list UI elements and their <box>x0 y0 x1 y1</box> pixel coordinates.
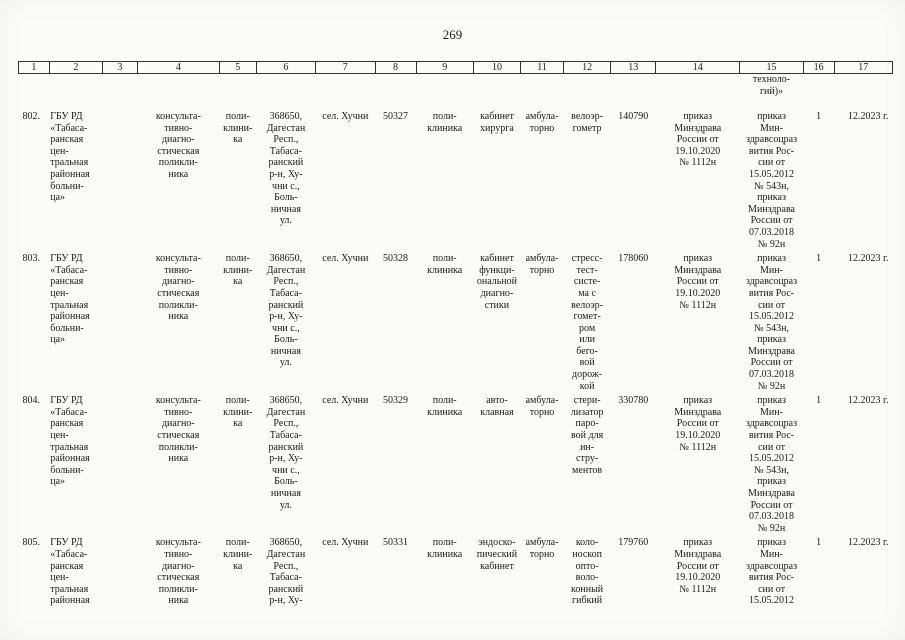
address: 368650, Дагестан Респ., Табаса- ранский р-н, Ху- чни с., Боль- ничная ул. <box>266 111 306 227</box>
deadline: 12.2023 г. <box>848 395 889 407</box>
department: поли- клиника <box>427 537 463 560</box>
legal-basis: приказ Мин- здравсоцраз вития Рос- сии от 15.05.2012 <box>745 537 798 607</box>
column-number: 3 <box>103 62 138 74</box>
column-number: 14 <box>656 62 740 74</box>
row-number: 803. <box>22 253 40 265</box>
column-number: 11 <box>521 62 564 74</box>
locality: сел. Хучни <box>322 537 369 549</box>
cell-col3 <box>103 250 138 392</box>
column-number-row <box>19 62 893 74</box>
legal-basis: приказ Мин- здравсоцраз вития Рос- сии от 15.05.2012 № 543н, приказ Минздрава России от 07.03.2018 № 92н <box>745 395 798 534</box>
room: кабинет хирурга <box>480 111 514 134</box>
locality: сел. Хучни <box>322 111 369 122</box>
legal-basis: приказ Мин- здравсоцраз вития Рос- сии от 15.05.2012 № 543н, приказ Минздрава России от 07.03.2018 № 92н <box>745 111 798 250</box>
table-row <box>19 250 893 392</box>
row-number: 804. <box>22 395 40 407</box>
organization: ГБУ РД «Табаса- ранская цен- тральная районная больни- ца» <box>50 111 90 204</box>
order-reference: приказ Минздрава России от 19.10.2020 № 1112н <box>674 253 722 311</box>
code: 50328 <box>383 253 408 265</box>
column-number: 6 <box>256 62 315 74</box>
care-mode: амбула- торно <box>525 537 559 560</box>
equipment-code: 179760 <box>618 537 649 549</box>
cell-col3 <box>103 392 138 534</box>
table-row <box>19 108 893 250</box>
row-number: 802. <box>22 111 40 122</box>
room: авто- клавная <box>480 395 514 418</box>
column-number: 5 <box>219 62 256 74</box>
column-number: 16 <box>803 62 834 74</box>
equipment-code: 330780 <box>618 395 649 407</box>
quantity: 1 <box>816 395 822 407</box>
order-reference: приказ Минздрава России от 19.10.2020 № 1112н <box>674 111 722 169</box>
column-number: 9 <box>416 62 473 74</box>
locality: сел. Хучни <box>322 395 369 407</box>
deadline: 12.2023 г. <box>848 253 889 265</box>
equipment: велоэр- гометр <box>571 111 604 134</box>
unit-type: поли- клини- ка <box>223 537 253 572</box>
room: кабинет функци- ональной диагно- стики <box>476 253 517 311</box>
equipment: коло- носкоп опто- воло- конный гибкий <box>571 537 604 607</box>
unit-type: поли- клини- ка <box>223 111 253 146</box>
column-number: 12 <box>564 62 611 74</box>
order-reference: приказ Минздрава России от 19.10.2020 № 1112н <box>674 537 722 595</box>
equipment: стресс- тест- систе- ма с велоэр- гомет- ром или бего- вой дорож- кой <box>571 253 604 392</box>
equipment-code: 140790 <box>618 111 649 122</box>
deadline: 12.2023 г. <box>848 537 889 549</box>
subdivision: консульта- тивно- диагно- стическая поликли- ника <box>155 253 201 323</box>
department: поли- клиника <box>427 111 463 134</box>
quantity: 1 <box>816 111 822 122</box>
locality: сел. Хучни <box>322 253 369 265</box>
column-number: 10 <box>473 62 520 74</box>
equipment: стери- лизатор паро- вой для ин- стру- ментов <box>570 395 604 476</box>
column-number: 13 <box>611 62 656 74</box>
order-reference: приказ Минздрава России от 19.10.2020 № 1112н <box>674 395 722 453</box>
column-number: 1 <box>19 62 50 74</box>
organization: ГБУ РД «Табаса- ранская цен- тральная районная больни- ца» <box>50 395 90 488</box>
equipment-table <box>18 61 893 607</box>
deadline: 12.2023 г. <box>848 111 889 122</box>
column-number: 17 <box>834 62 893 74</box>
cell-col3 <box>103 108 138 250</box>
cell-col3 <box>103 534 138 607</box>
quantity: 1 <box>816 253 822 265</box>
column-number: 4 <box>137 62 219 74</box>
unit-type: поли- клини- ка <box>223 395 253 430</box>
department: поли- клиника <box>427 253 463 276</box>
address: 368650, Дагестан Респ., Табаса- ранский р-н, Ху- чни с., Боль- ничная ул. <box>266 395 306 511</box>
address: 368650, Дагестан Респ., Табаса- ранский р-н, Ху- <box>266 537 306 607</box>
column-number: 7 <box>316 62 375 74</box>
table-row <box>19 534 893 607</box>
quantity: 1 <box>816 537 822 549</box>
equipment-code: 178060 <box>618 253 649 265</box>
address: 368650, Дагестан Респ., Табаса- ранский р-н, Ху- чни с., Боль- ничная ул. <box>266 253 306 369</box>
unit-type: поли- клини- ка <box>223 253 253 288</box>
care-mode: амбула- торно <box>525 395 559 418</box>
row-number: 805. <box>22 537 40 549</box>
subdivision: консульта- тивно- диагно- стическая поликли- ника <box>155 395 201 465</box>
table-row <box>19 392 893 534</box>
subdivision: консульта- тивно- диагно- стическая поликли- ника <box>155 111 201 180</box>
code: 50327 <box>383 111 408 122</box>
subdivision: консульта- тивно- диагно- стическая поликли- ника <box>155 537 201 607</box>
code: 50329 <box>383 395 408 407</box>
column-number: 2 <box>49 62 102 74</box>
care-mode: амбула- торно <box>525 111 559 134</box>
organization: ГБУ РД «Табаса- ранская цен- тральная районная больни- ца» <box>50 253 90 346</box>
column-number: 8 <box>375 62 416 74</box>
department: поли- клиника <box>427 395 463 418</box>
continued-legal-basis: техноло- гий)» <box>752 74 791 97</box>
legal-basis: приказ Мин- здравсоцраз вития Рос- сии от 15.05.2012 № 543н, приказ Минздрава России от 07.03.2018 № 92н <box>745 253 798 392</box>
organization: ГБУ РД «Табаса- ранская цен- тральная районная <box>50 537 90 607</box>
care-mode: амбула- торно <box>525 253 559 276</box>
continuation-row <box>19 74 893 109</box>
code: 50331 <box>383 537 408 549</box>
page-number: 269 <box>442 27 463 42</box>
column-number: 15 <box>740 62 804 74</box>
room: эндоско- пический кабинет <box>476 537 518 572</box>
